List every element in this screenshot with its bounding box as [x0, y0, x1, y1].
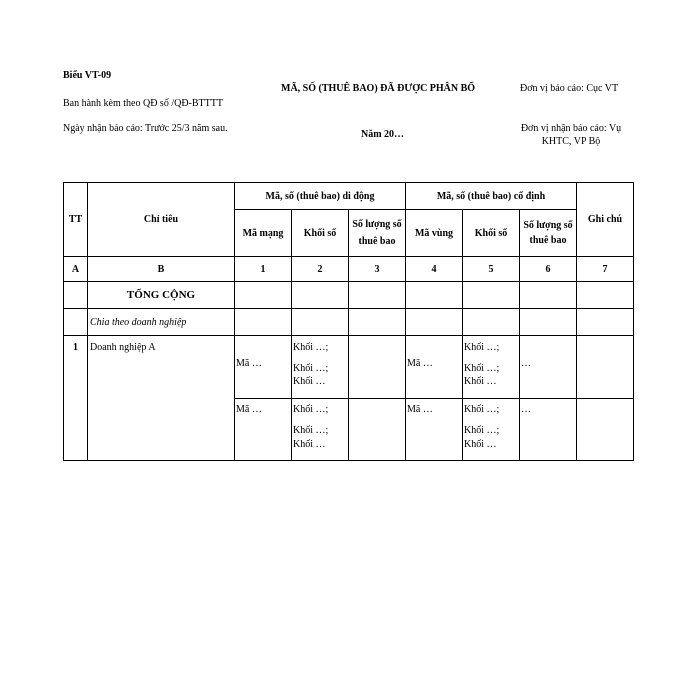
- report-table: [63, 182, 634, 461]
- khoiso-line: Khối …;: [293, 404, 329, 415]
- index-cell: B: [88, 257, 235, 282]
- total-row: [64, 282, 634, 309]
- khoiso-mobile-cell: [292, 336, 349, 399]
- khoiso-line: Khối …;: [293, 363, 329, 374]
- mamang-value: Mã …: [236, 358, 262, 369]
- receiving-unit-line1: Đơn vị nhận báo cáo: Vụ: [520, 123, 622, 134]
- by-enterprise-label: Chia theo doanh nghiệp: [88, 309, 235, 336]
- index-cell: 4: [406, 257, 463, 282]
- soluong-fixed-cell: [520, 399, 577, 461]
- index-cell: 6: [520, 257, 577, 282]
- report-title: MÃ, SỐ (THUÊ BAO) ĐÃ ĐƯỢC PHÂN BỔ: [281, 83, 476, 94]
- khoiso-line: Khối …;: [464, 363, 500, 374]
- khoiso-line: Khối …;: [464, 342, 500, 353]
- khoiso-fixed-cell: [463, 336, 520, 399]
- col-khoiso-mobile-header: Khối số: [292, 210, 349, 257]
- mamang-value: Mã …: [236, 404, 262, 415]
- col-ghichu-header: Ghi chú: [577, 183, 634, 257]
- enterprise-row: [64, 336, 634, 399]
- khoiso-fixed-cell: [463, 399, 520, 461]
- khoiso-line: Khối …;: [293, 342, 329, 353]
- index-cell: A: [64, 257, 88, 282]
- total-label: TỔNG CỘNG: [88, 282, 235, 309]
- enterprise-tt: 1: [64, 336, 88, 461]
- mavung-cell: [406, 336, 463, 399]
- col-tt-header: TT: [64, 183, 88, 257]
- mamang-cell: [235, 399, 292, 461]
- ellipsis: …: [521, 358, 531, 369]
- col-mavung-header: Mã vùng: [406, 210, 463, 257]
- group-mobile-header: Mã, số (thuê bao) di động: [235, 183, 406, 210]
- index-cell: 2: [292, 257, 349, 282]
- receiving-unit-line2: KHTC, VP Bộ: [541, 136, 601, 147]
- khoiso-line: Khối …: [293, 376, 326, 387]
- mavung-cell: [406, 399, 463, 461]
- index-row: [64, 257, 634, 282]
- col-soluong-mobile-header: Số lượng số thuê bao: [349, 210, 406, 257]
- reporting-unit: Đơn vị báo cáo: Cục VT: [520, 83, 619, 94]
- by-enterprise-row: [64, 309, 634, 336]
- index-cell: 7: [577, 257, 634, 282]
- khoiso-mobile-cell: [292, 399, 349, 461]
- col-mamang-header: Mã mạng: [235, 210, 292, 257]
- header-row-1: [64, 183, 634, 210]
- khoiso-line: Khối …;: [293, 425, 329, 436]
- issued-with-text: Ban hành kèm theo QĐ số /QĐ-BTTTT: [63, 98, 223, 109]
- report-year: Năm 20…: [361, 129, 405, 140]
- mavung-value: Mã …: [407, 404, 433, 415]
- mamang-cell: [235, 336, 292, 399]
- col-khoiso-fixed-header: Khối số: [463, 210, 520, 257]
- khoiso-line: Khối …;: [464, 404, 500, 415]
- group-fixed-header: Mã, số (thuê bao) cố định: [406, 183, 577, 210]
- col-chitieu-header: Chỉ tiêu: [88, 183, 235, 257]
- index-cell: 1: [235, 257, 292, 282]
- khoiso-line: Khối …: [293, 439, 326, 450]
- receive-date-text: Ngày nhận báo cáo: Trước 25/3 năm sau.: [63, 123, 228, 134]
- ellipsis: …: [521, 404, 531, 415]
- khoiso-line: Khối …: [464, 439, 497, 450]
- col-soluong-fixed-header: Số lượng số thuê bao: [520, 210, 577, 257]
- soluong-fixed-cell: [520, 336, 577, 399]
- index-cell: 3: [349, 257, 406, 282]
- khoiso-line: Khối …;: [464, 425, 500, 436]
- khoiso-line: Khối …: [464, 376, 497, 387]
- form-code: Biểu VT-09: [63, 70, 112, 81]
- index-cell: 5: [463, 257, 520, 282]
- mavung-value: Mã …: [407, 358, 433, 369]
- enterprise-name: Doanh nghiệp A: [88, 336, 235, 461]
